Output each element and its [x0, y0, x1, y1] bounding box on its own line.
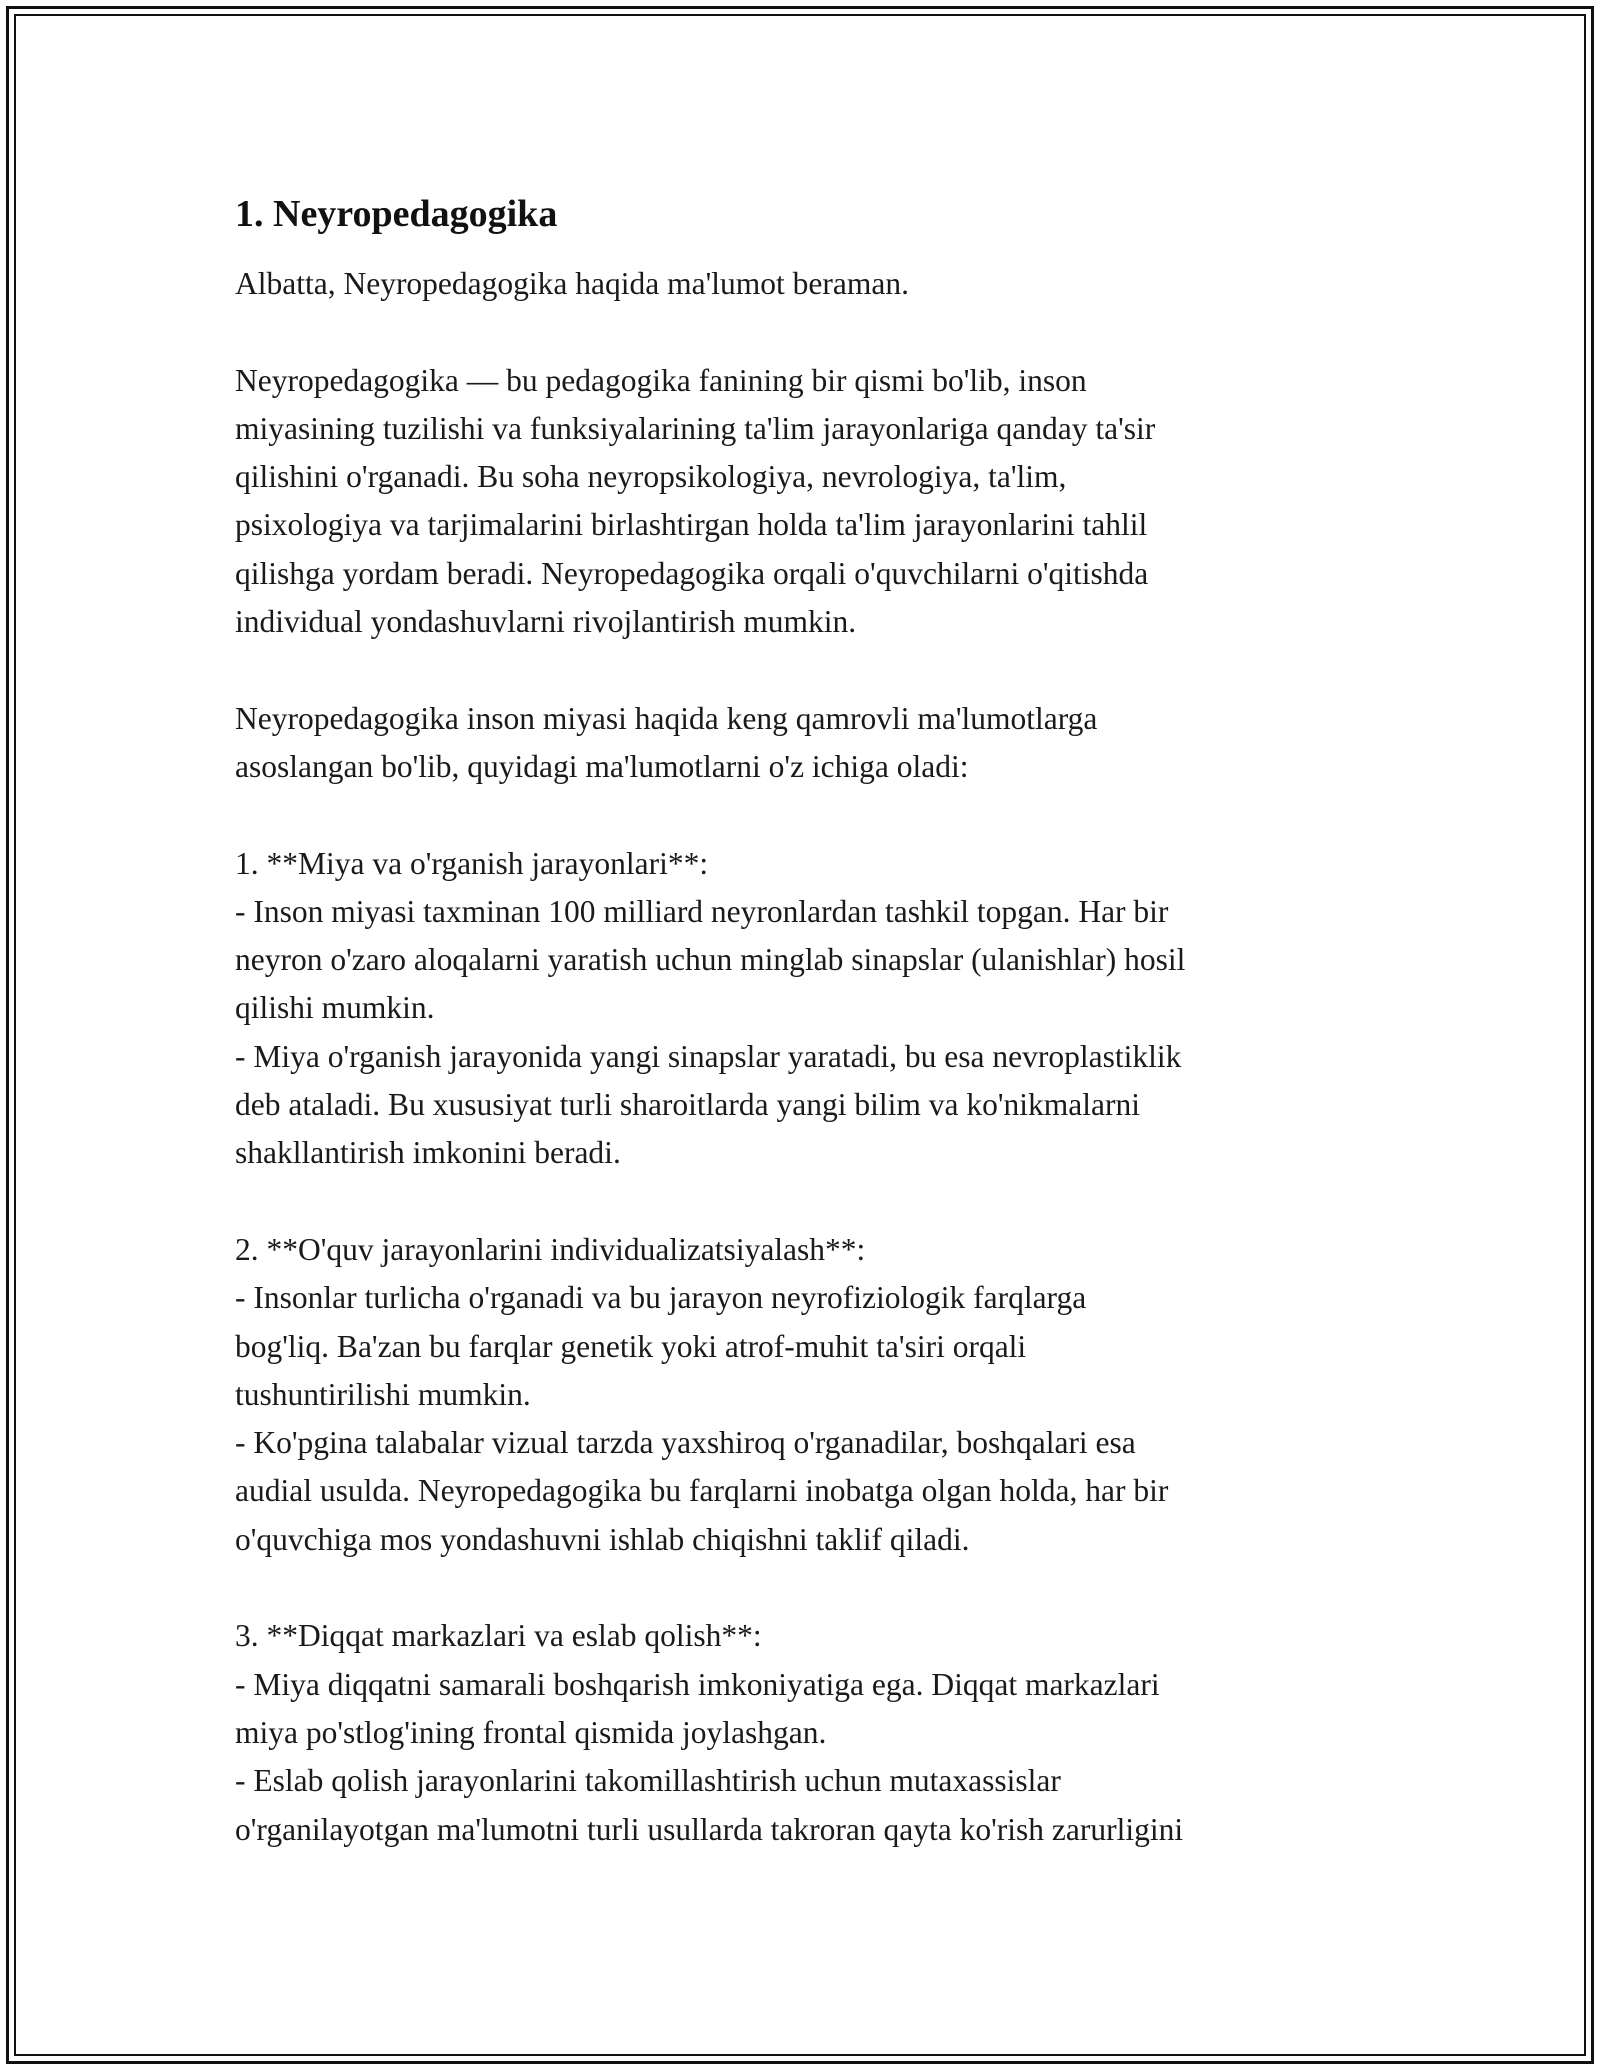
intro-paragraph: Albatta, Neyropedagogika haqida ma'lumot beraman. [235, 266, 909, 301]
section-heading: 1. Neyropedagogika [235, 193, 558, 235]
definition-paragraph: Neyropedagogika — bu pedagogika fanining bir qismi bo'lib, inson miyasining tuzilishi va funksiyalarining ta'lim jarayonlariga qanday ta'sir qilishini o'rganadi. Bu soha neyropsikologiya, nevrologiya, ta'lim, psixologiya va tarjimalarini birlashtirgan holda ta'lim jarayonlarini tahlil qilishga yordam beradi. Neyropedagogika orqali o'quvchilarni o'qitishda individual yondashuvlarni rivojlantirish mumkin. [235, 362, 1156, 640]
document-body [235, 188, 1415, 1854]
list-item-individualization: 2. **O'quv jarayonlarini individualizatsiyalash**: - Insonlar turlicha o'rganadi va bu jarayon neyrofiziologik farqlarga bog'liq. Ba'zan bu farqlar genetik yoki atrof-muhit ta'siri orqali tushuntirilishi mumkin. - Ko'pgina talabalar vizual tarzda yaxshiroq o'rganadilar, boshqalari esa audial usulda. Neyropedagogika bu farqlarni inobatga olgan holda, har bir o'quvchiga mos yondashuvni ishlab chiqishni taklif qiladi. [235, 1231, 1169, 1557]
overview-paragraph: Neyropedagogika inson miyasi haqida keng qamrovli ma'lumotlarga asoslangan bo'lib, quyidagi ma'lumotlarni o'z ichiga oladi: [235, 700, 1098, 784]
list-item-brain-learning: 1. **Miya va o'rganish jarayonlari**: - Inson miyasi taxminan 100 milliard neyronlardan tashkil topgan. Har bir neyron o'zaro aloqalarni yaratish uchun minglab sinapslar (ulanishlar) hosil qilishi mumkin. - Miya o'rganish jarayonida yangi sinapslar yaratadi, bu esa nevroplastiklik deb ataladi. Bu xususiyat turli sharoitlarda yangi bilim va ko'nikmalarni shakllantirish imkonini beradi. [235, 845, 1186, 1171]
list-item-attention-memory: 3. **Diqqat markazlari va eslab qolish**: - Miya diqqatni samarali boshqarish imkoniyatiga ega. Diqqat markazlari miya po'stlog'ining frontal qismida joylashgan. - Eslab qolish jarayonlarini takomillashtirish uchun mutaxassislar o'rganilayotgan ma'lumotni turli usullarda takroran qayta ko'rish zarurligini [235, 1618, 1184, 1847]
